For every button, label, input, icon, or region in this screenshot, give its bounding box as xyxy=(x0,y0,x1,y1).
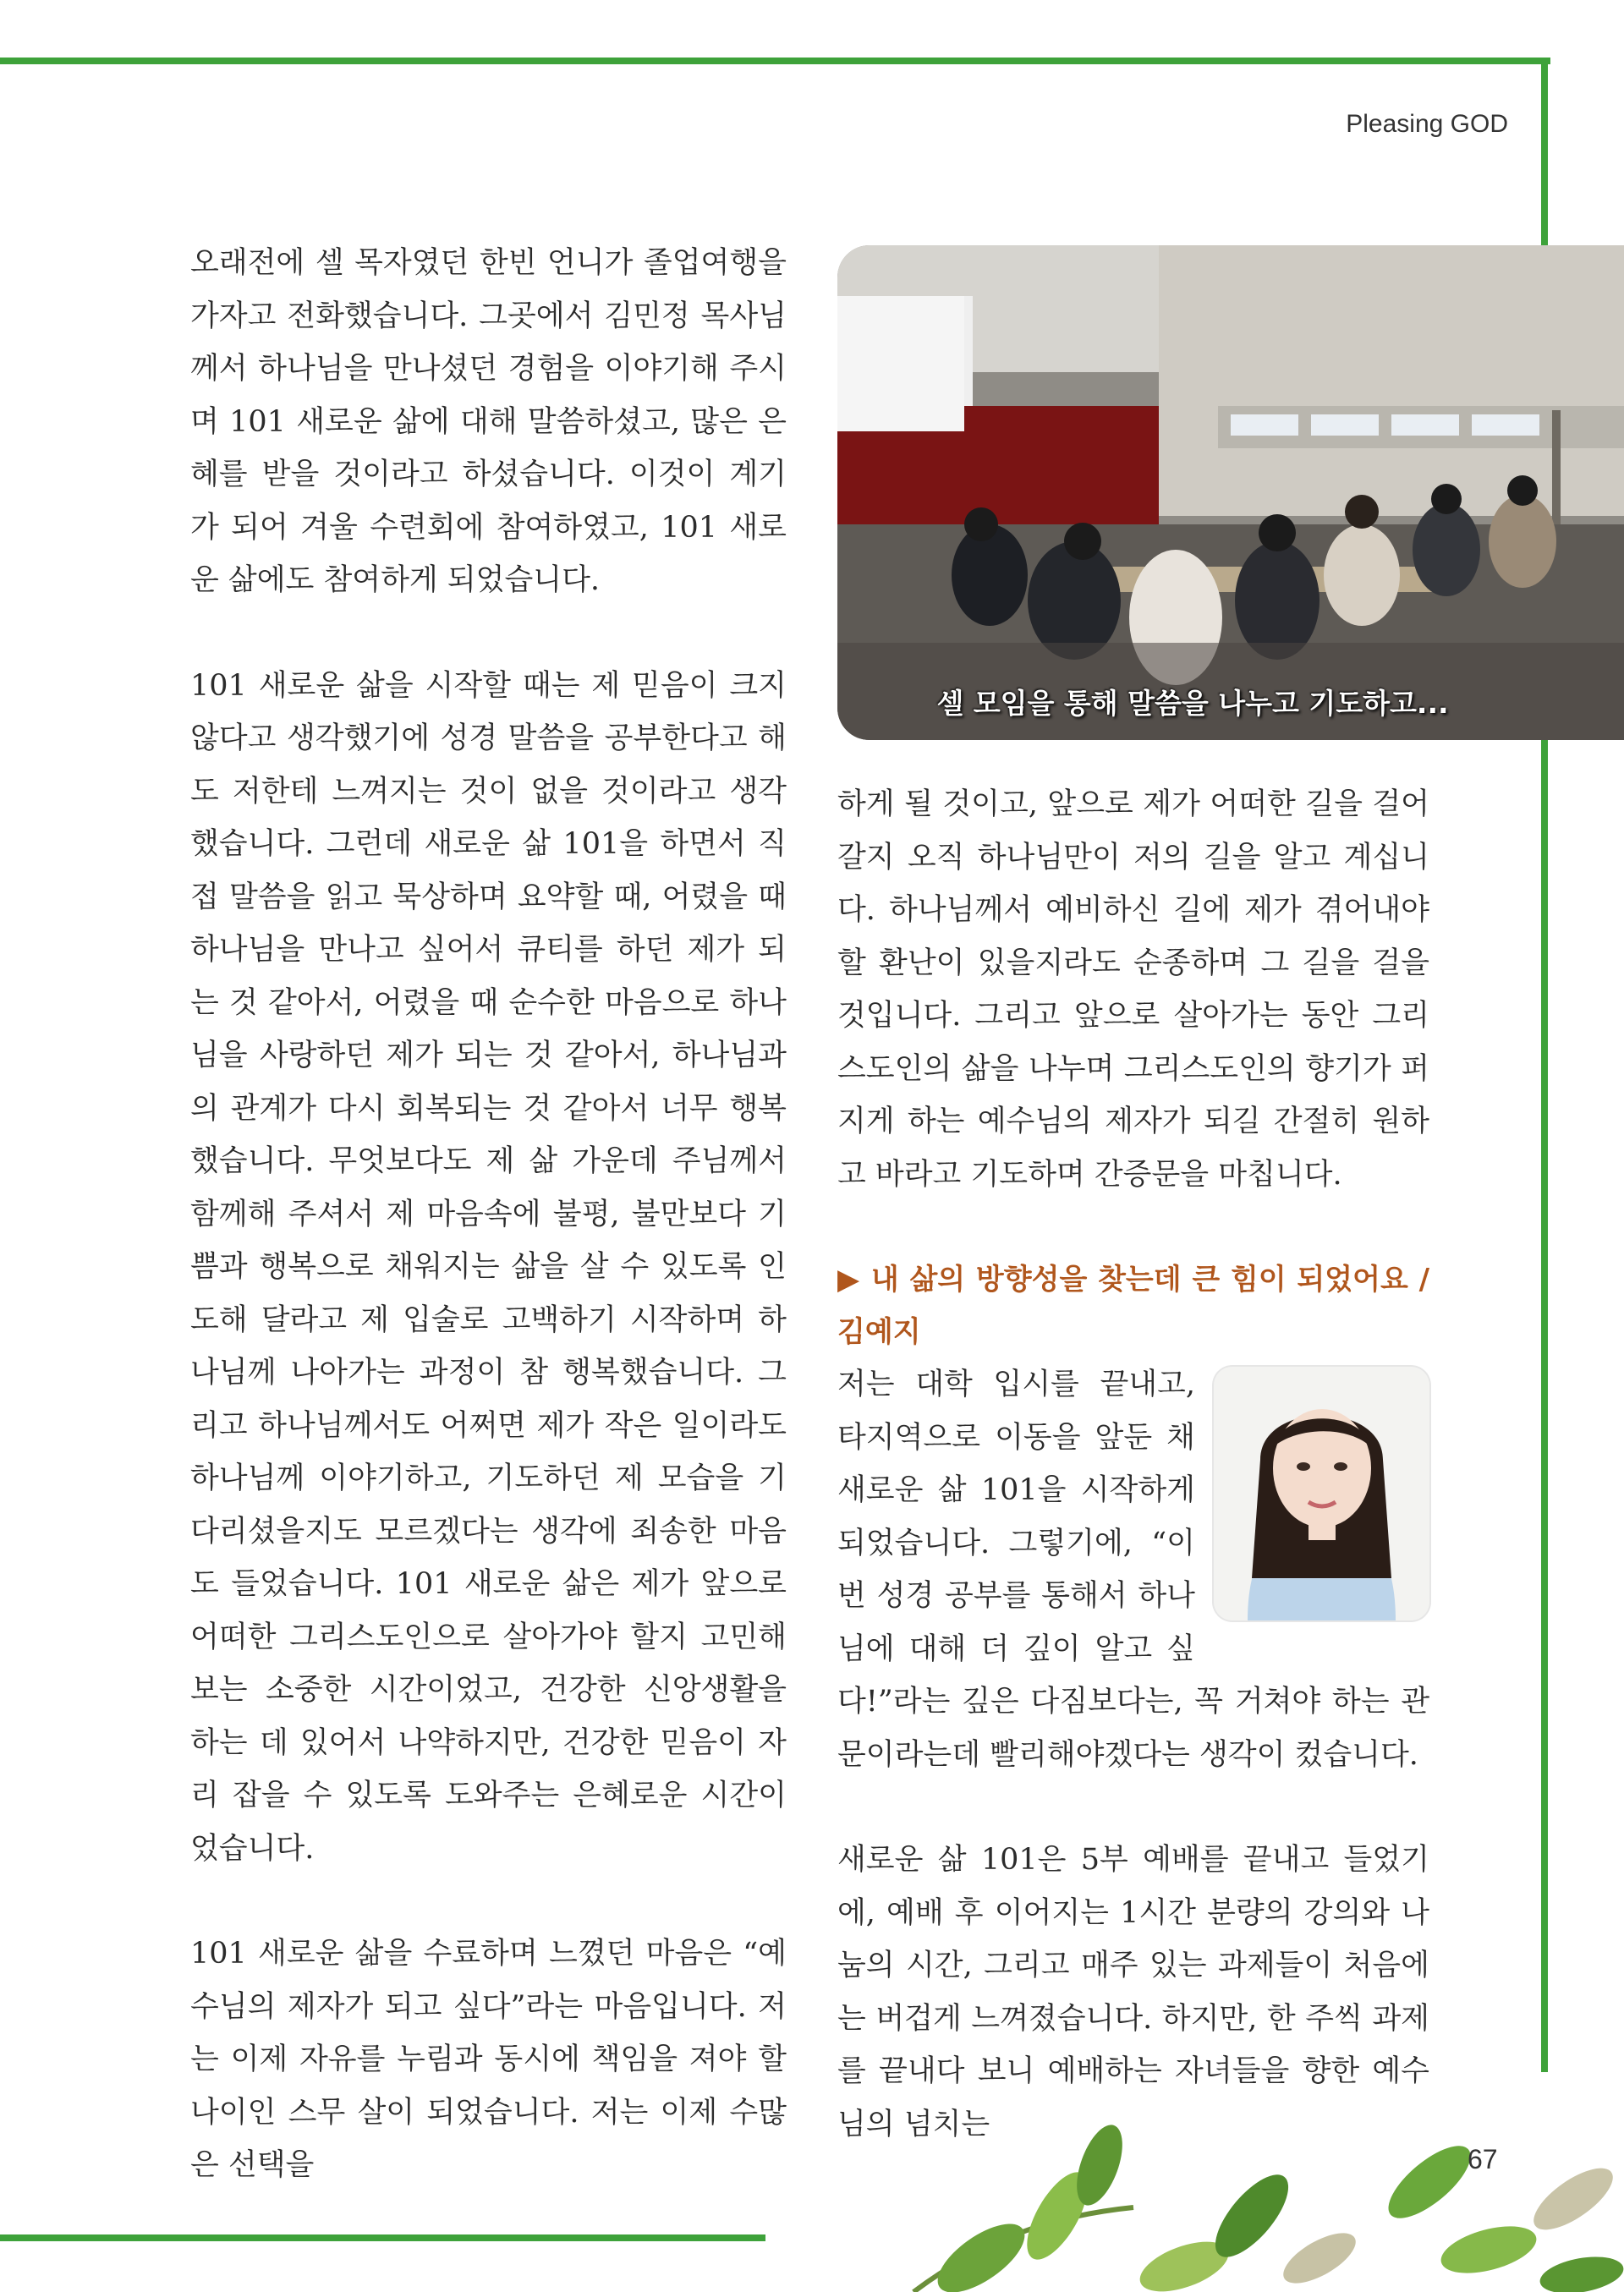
right-paragraph-2: 저는 대학 입시를 끝내고, 타지역으로 이동을 앞둔 채 새로운 삶 101을 시작하게 되었습니다. 그렇기에, “이번 성경 공부를 통해서 하나님에 대해 더 깊이 알고 싶다!”라는 깊은 다짐보다는, 꼭 거쳐야 하는 관문이라는데 빨리해야겠다는 생각이 컸습니다. xyxy=(837,1368,1429,1772)
left-paragraph-2: 101 새로운 삶을 시작할 때는 제 믿음이 크지 않다고 생각했기에 성경 말씀을 공부한다고 해도 저한테 느껴지는 것이 없을 것이라고 생각했습니다. 그런데 새로운 삶 101을 하면서 직접 말씀을 읽고 묵상하며 요약할 때, 어렸을 때 하나님을 만나고 싶어서 큐티를 하던 제가 되는 것 같아서, 어렸을 때 순수한 마음으로 하나님을 사랑하던 제가 되는 것 같아서, 하나님과의 관계가 다시 회복되는 것 같아서 너무 행복했습니다. 무엇보다도 제 삶 가운데 주님께서 함께해 주셔서 제 마음속에 불평, 불만보다 기쁨과 행복으로 채워지는 삶을 살 수 있도록 인도해 달라고 제 입술로 고백하기 시작하며 하나님께 나아가는 과정이 참 행복했습니다. 그리고 하나님께서도 어쩌면 제가 작은 일이라도 하나님께 이야기하고, 기도하던 제 모습을 기다리셨을지도 모르겠다는 생각에 죄송한 마음도 들었습니다. 101 새로운 삶은 제가 앞으로 어떠한 그리스도인으로 살아가야 할지 고민해 보는 소중한 시간이었고, 건강한 신앙생활을 하는 데 있어서 나약하지만, 건강한 믿음이 자리 잡을 수 있도록 도와주는 은혜로운 시간이었습니다. xyxy=(190,668,787,1866)
photo-caption: 셀 모임을 통해 말씀을 나누고 기도하고... xyxy=(936,687,1449,720)
leaf-decoration xyxy=(880,2089,1624,2292)
left-paragraph-3: 101 새로운 삶을 수료하며 느꼈던 마음은 “예수님의 제자가 되고 싶다”라는 마음입니다. 저는 이제 자유를 누림과 동시에 책임을 져야 할 나이인 스무 살이 되었습니다. 저는 이제 수많은 선택을 xyxy=(190,1937,787,2182)
right-text-column xyxy=(837,778,1429,2151)
testimony-subheading: ▶ 내 삶의 방향성을 찾는데 큰 힘이 되었어요 / 김예지 xyxy=(837,1263,1429,1349)
frame-bottom-border xyxy=(0,2234,765,2241)
author-profile-photo xyxy=(1214,1367,1429,1620)
frame-top-border xyxy=(0,58,1550,64)
running-header: Pleasing GOD xyxy=(1346,110,1508,138)
cell-meeting-photo xyxy=(837,245,1624,740)
right-paragraph-1: 하게 될 것이고, 앞으로 제가 어떠한 길을 걸어갈지 오직 하나님만이 저의 길을 알고 계십니다. 하나님께서 예비하신 길에 제가 겪어내야 할 환난이 있을지라도 순종하며 그 길을 걸을 것입니다. 그리고 앞으로 살아가는 동안 그리스도인의 삶을 나누며 그리스도인의 향기가 퍼지게 하는 예수님의 제자가 되길 간절히 원하고 바라고 기도하며 간증문을 마칩니다. xyxy=(837,787,1429,1192)
right-paragraph-3: 새로운 삶 101은 5부 예배를 끝내고 들었기에, 예배 후 이어지는 1시간 분량의 강의와 나눔의 시간, 그리고 매주 있는 과제들이 처음에는 버겁게 느껴졌습니다. 하지만, 한 주씩 과제를 끝내다 보니 예배하는 자녀들을 향한 예수님의 넘치는 xyxy=(837,1843,1429,2141)
left-paragraph-1: 오래전에 셀 목자였던 한빈 언니가 졸업여행을 가자고 전화했습니다. 그곳에서 김민정 목사님께서 하나님을 만나셨던 경험을 이야기해 주시며 101 새로운 삶에 대해 말씀하셨고, 많은 은혜를 받을 것이라고 하셨습니다. 이것이 계기가 되어 겨울 수련회에 참여하였고, 101 새로운 삶에도 참여하게 되었습니다. xyxy=(190,246,787,597)
classroom-scene xyxy=(837,245,1624,740)
left-text-column xyxy=(190,237,787,2192)
page-number: 67 xyxy=(1468,2144,1498,2174)
portrait-illustration xyxy=(1214,1367,1429,1620)
